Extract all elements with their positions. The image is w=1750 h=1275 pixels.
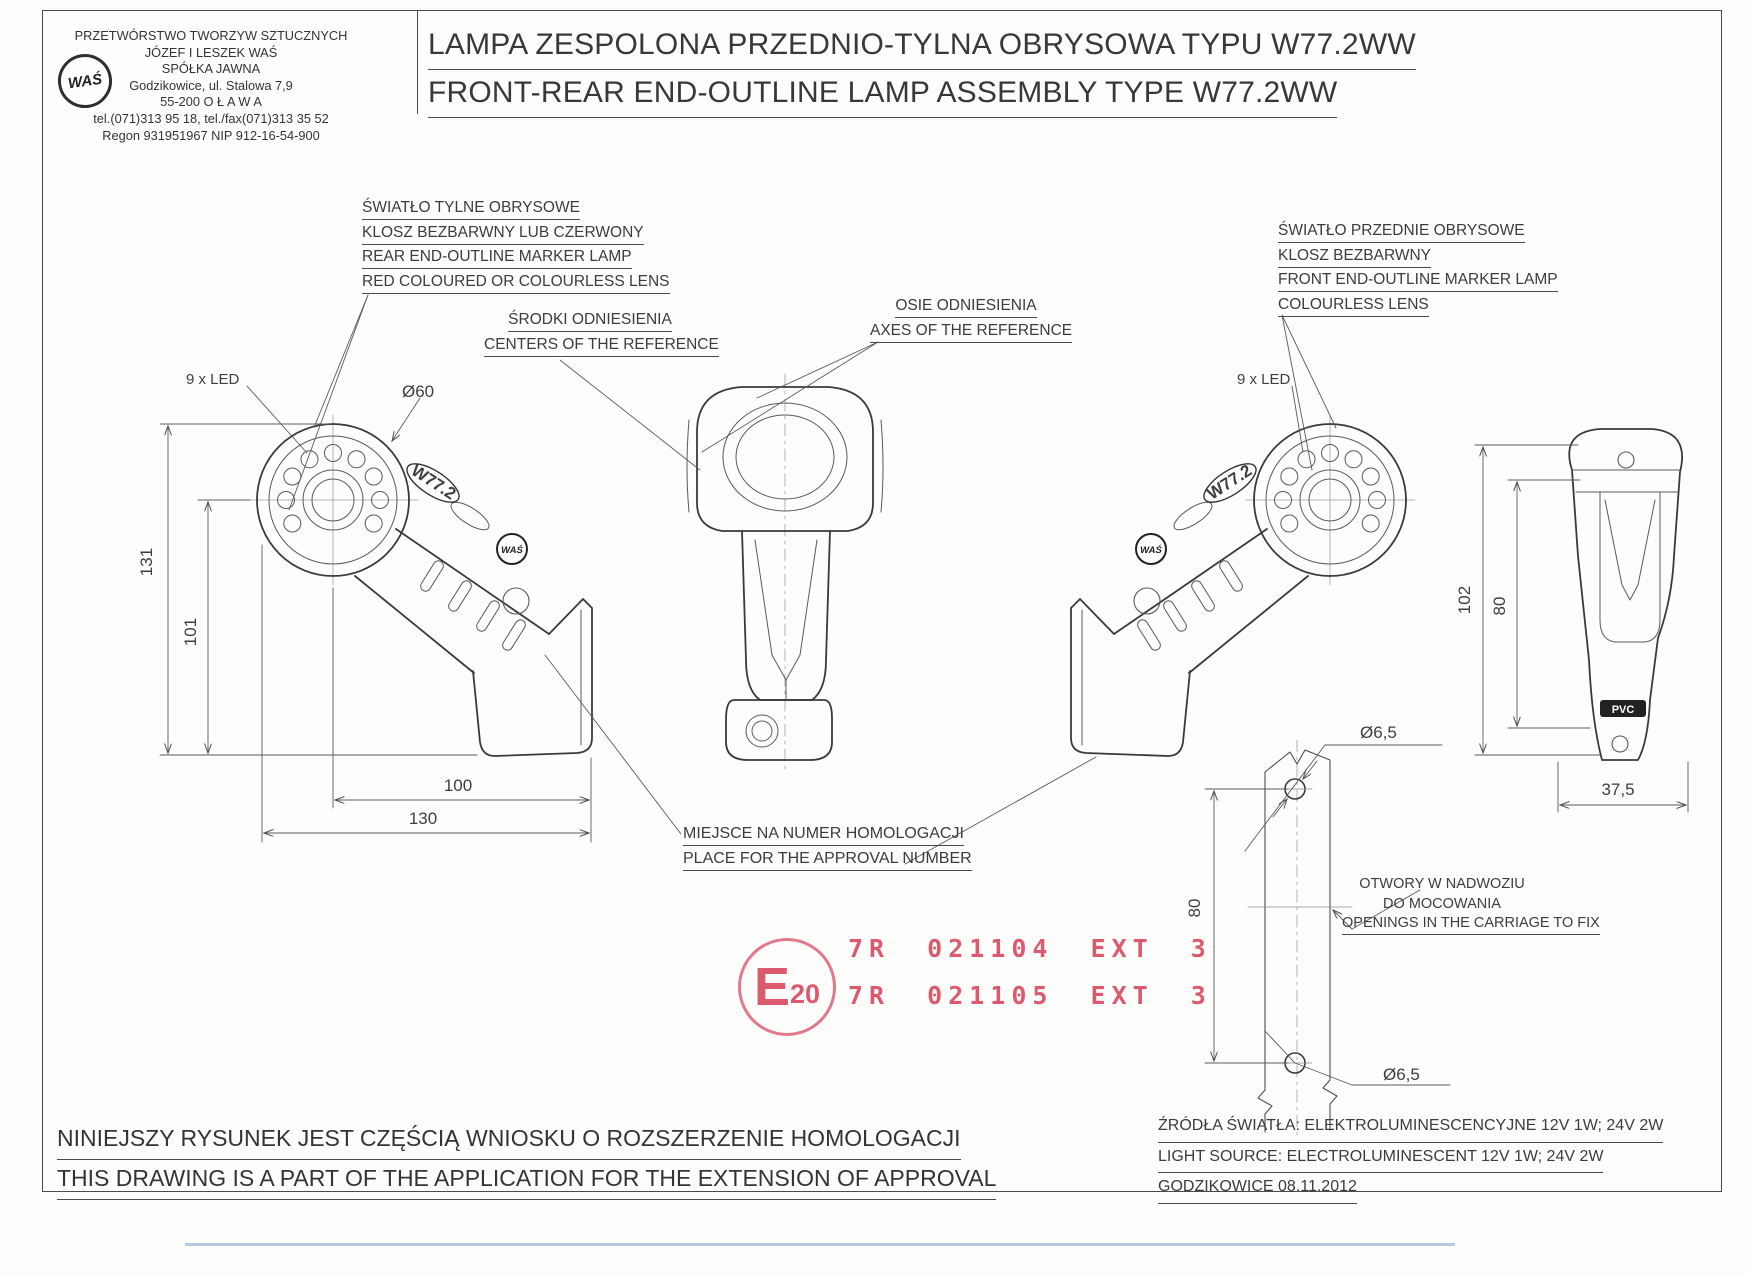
- e-mark-letter: E: [753, 957, 790, 1017]
- approval-number-1: 7R 021104 EXT 3: [848, 934, 1212, 963]
- dim-100: 100: [443, 776, 473, 795]
- callout-axes: [870, 296, 1073, 345]
- dim-130: 130: [408, 809, 438, 828]
- model-chip-right: [1198, 457, 1261, 510]
- model-chip-left: [401, 457, 464, 510]
- callout-line: OPENINGS IN THE CARRIAGE TO FIX: [1342, 915, 1600, 935]
- title-line-en: FRONT-REAR END-OUTLINE LAMP ASSEMBLY TYPE W77.2WW: [428, 70, 1337, 118]
- company-line: 55-200 O Ł A W A: [160, 94, 262, 110]
- brand-label-left: WAŚ: [501, 545, 523, 556]
- brand-chip-left: [497, 534, 527, 564]
- lamp-front-view: [687, 374, 883, 772]
- callout-line: KLOSZ BEZBARWNY LUB CZERWONY: [362, 223, 644, 245]
- callout-line: KLOSZ BEZBARWNY: [1278, 246, 1431, 268]
- company-line: JÓZEF I LESZEK WAŚ: [144, 44, 278, 60]
- mounting-plate-detail: [1248, 740, 1352, 1140]
- callout-line: RED COLOURED OR COLOURLESS LENS: [362, 272, 670, 294]
- dim-led-right: 9 x LED: [1237, 371, 1291, 388]
- dim-101: 101: [181, 617, 200, 647]
- dim-hole-pitch-80: 80: [1185, 898, 1204, 918]
- callout-line: OTWORY W NADWOZIU: [1359, 876, 1525, 892]
- dim-131: 131: [137, 547, 156, 577]
- model-label-right: W77.2: [1203, 460, 1256, 504]
- dim-37-5: 37,5: [1601, 780, 1635, 799]
- e-mark-number: 20: [789, 978, 821, 1009]
- callout-line: REAR END-OUTLINE MARKER LAMP: [362, 247, 632, 269]
- footer-note-en: THIS DRAWING IS A PART OF THE APPLICATION FOR THE EXTENSION OF APPROVAL: [57, 1160, 996, 1200]
- callout-line: MIEJSCE NA NUMER HOMOLOGACJI: [683, 824, 964, 846]
- callout-rear-lamp: [362, 198, 670, 296]
- footer-note: [57, 1120, 996, 1200]
- brand-label-right: WAŚ: [1140, 545, 1162, 556]
- callout-line: DO MOCOWANIA: [1383, 895, 1501, 912]
- material-label: PVC: [1611, 704, 1635, 716]
- callout-line: CENTERS OF THE REFERENCE: [484, 335, 719, 357]
- company-line: Godzikowice, ul. Stalowa 7,9: [129, 77, 293, 93]
- scan-artifact-line: [185, 1243, 1455, 1246]
- model-label-left: W77.2: [407, 460, 460, 504]
- callout-line: ŚRODKI ODNIESIENIA: [508, 310, 672, 332]
- footer-light-source: [1158, 1112, 1663, 1204]
- dim-80-side: 80: [1490, 596, 1509, 616]
- callout-line: ŚWIATŁO TYLNE OBRYSOWE: [362, 198, 580, 220]
- company-line: tel.(071)313 95 18, tel./fax(071)313 35 52: [93, 110, 329, 126]
- callout-line: OSIE ODNIESIENIA: [895, 296, 1036, 318]
- callout-front-lamp: [1278, 221, 1558, 319]
- footer-note-pl: NINIEJSZY RYSUNEK JEST CZĘŚCIĄ WNIOSKU O ROZSZERZENIE HOMOLOGACJI: [57, 1120, 961, 1160]
- callout-centers: [484, 310, 719, 359]
- title-line-pl: LAMPA ZESPOLONA PRZEDNIO-TYLNA OBRYSOWA TYPU W77.2WW: [428, 22, 1416, 70]
- callout-line: COLOURLESS LENS: [1278, 295, 1429, 317]
- callout-approval-place: [683, 824, 972, 873]
- company-line: PRZETWÓRSTWO TWORZYW SZTUCZNYCH: [74, 28, 348, 43]
- callout-line: PLACE FOR THE APPROVAL NUMBER: [683, 849, 972, 871]
- callout-line: AXES OF THE REFERENCE: [870, 321, 1072, 343]
- e-mark-circle: [738, 938, 836, 1036]
- callout-line: ŚWIATŁO PRZEDNIE OBRYSOWE: [1278, 221, 1525, 243]
- lamp-side-view: [1569, 429, 1682, 760]
- approval-number-2: 7R 021105 EXT 3: [848, 981, 1212, 1010]
- light-source-pl: ŹRÓDŁA ŚWIATŁA: ELEKTROLUMINESCENCYJNE 12V 1W; 24V 2W: [1158, 1112, 1663, 1143]
- dim-hole-dia-bottom: Ø6,5: [1383, 1065, 1420, 1084]
- brand-chip-right: [1136, 534, 1166, 564]
- place-date: GODZIKOWICE 08.11.2012: [1158, 1173, 1357, 1204]
- callout-openings: [1342, 876, 1600, 938]
- dim-102: 102: [1455, 585, 1474, 615]
- company-line: Regon 931951967 NIP 912-16-54-900: [102, 127, 320, 143]
- was-logo: WAŚ: [55, 51, 116, 112]
- approval-stamp: [668, 928, 1212, 1038]
- dim-led-left: 9 x LED: [186, 371, 240, 388]
- light-source-en: LIGHT SOURCE: ELECTROLUMINESCENT 12V 1W; 24V 2W: [1158, 1143, 1603, 1174]
- company-line: SPÓŁKA JAWNA: [161, 61, 261, 77]
- callout-line: FRONT END-OUTLINE MARKER LAMP: [1278, 270, 1558, 292]
- dim-hole-dia-top: Ø6,5: [1360, 723, 1397, 742]
- dim-dia60: Ø60: [402, 382, 435, 401]
